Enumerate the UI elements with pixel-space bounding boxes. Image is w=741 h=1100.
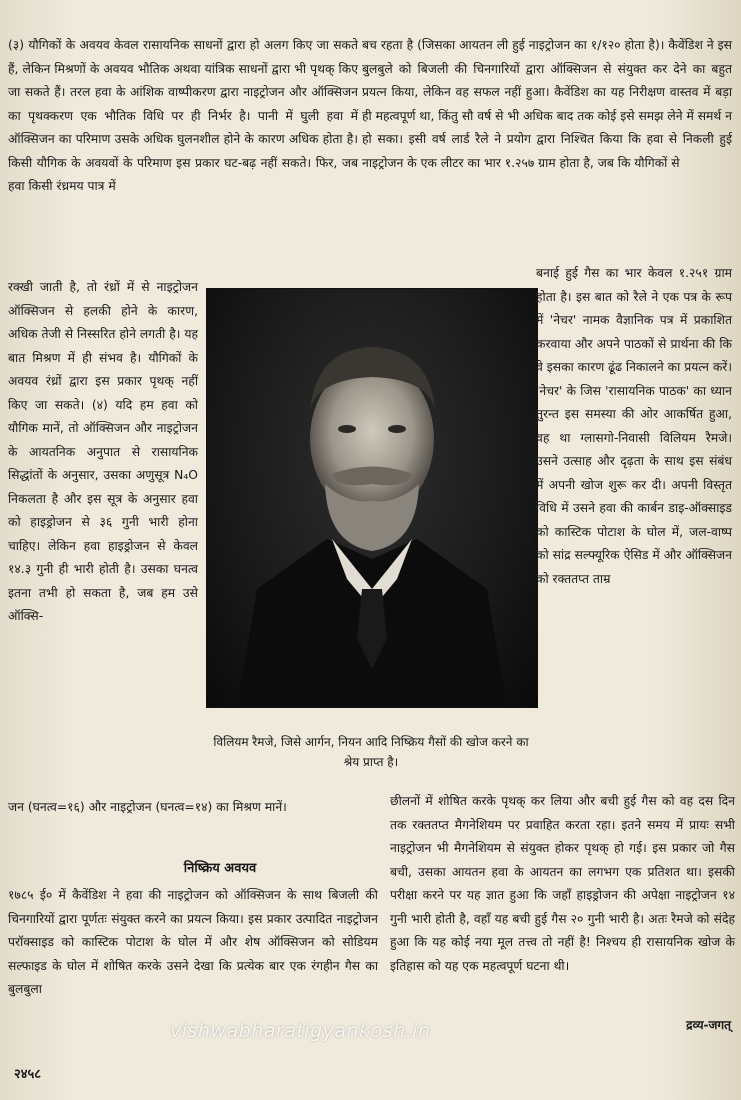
running-footer-title: द्रव्य-जगत् — [686, 1018, 731, 1032]
paragraph: छीलनों में शोषित करके पृथक् कर लिया और बची हुई गैस को वह दस दिन तक रक्ततप्त मैगनेशियम पर प्रवाहित करता रहा। इतने समय में प्रायः सभी नाइट्रोजन भी मैगनेशियम से संयुक्त होकर पृथक् हो गई। इस प्रकार जो गैस बची, उसका आयतन हवा के आयतन का लगभग एक प्रतिशत था। इसकी परीक्षा करने पर यह ज्ञात हुआ कि जहाँ हाइड्रोजन की अपेक्षा नाइट्रोजन १४ गुनी भारी होती है, वहाँ यह बची हुई गैस २० गुनी भारी है। अतः रैमजे को संदेह हुआ कि यह कोई नया मूल तत्त्व तो नहीं है! निश्चय ही रासायनिक खोज के इतिहास को यह एक महत्वपूर्ण घटना थी। — [390, 794, 735, 973]
paragraph: १७८५ ई० में कैवेंडिश ने हवा की नाइट्रोजन को ऑक्सिजन के साथ बिजली की चिनगारियों द्वारा पूर्णतः संयुक्त करने का प्रयत्न किया। इस प्रकार उत्पादित नाइट्रोजन परॉक्साइड को कास्टिक पोटाश के घोल में और शेष ऑक्सिजन को सोडियम सल्फाइड के घोल में शोषित करके उसने देखा कि प्रत्येक बार एक रंगहीन गैस का बुलबुला — [8, 888, 378, 996]
right-column-bottom — [390, 790, 735, 978]
right-wrap-column — [536, 262, 732, 591]
paragraph: जन (घनत्व=१६) और नाइट्रोजन (घनत्व=१४) का मिश्रण मानें। — [8, 800, 287, 814]
section-heading: निष्क्रिय अवयव — [183, 861, 257, 876]
left-column-top — [8, 34, 358, 199]
paragraph: बच रहता है (जिसका आयतन ली हुई नाइट्रोजन का १/१२० होता है)। कैवेंडिश ने इस बुलबुले को बिजली की चिनगारियों द्वारा ऑक्सिजन से संयुक्त कर देने का बहुत प्रयत्न किया, लेकिन वह सफल नहीं हुआ। कैवेंडिश का यह निरीक्षण वास्तव में बड़ा ही महत्वपूर्ण था, किंतु सौ वर्ष से भी अधिक बाद तक कोई इसे समझ लेने में समर्थ न हो सका। इसी वर्ष लार्ड रैले ने प्रयोग द्वारा निश्चित किया कि हवा से निकली हुई नाइट्रोजन के एक लीटर का भार १.२५७ ग्राम होता है, जब कि यौगिकों से — [362, 38, 732, 170]
left-wrap-column — [8, 276, 198, 629]
left-column-continuation — [8, 796, 383, 820]
photo-caption: विलियम रैमजे, जिसे आर्गन, नियन आदि निष्क्रिय गैसों की खोज करने का श्रेय प्राप्त है। — [213, 735, 529, 769]
left-column-bottom — [8, 884, 378, 1002]
portrait-illustration — [207, 289, 537, 707]
right-column-top — [362, 34, 732, 175]
paragraph: बनाई हुई गैस का भार केवल १.२५१ ग्राम होता है। इस बात को रैले ने एक पत्र के रूप में 'नेचर' नामक वैज्ञानिक पत्र में प्रकाशित करवाया और अपने पाठकों से प्रार्थना की कि वे इसका कारण ढूंढ निकालने का प्रयत्न करें। 'नेचर' के जिस 'रासायनिक पाठक' का ध्यान तुरन्त इस समस्या की ओर आकर्षित हुआ, वह था ग्लासगो-निवासी विलियम रैमजे। उसने उत्साह और दृढ़ता के साथ इस संबंध में अपनी खोज शुरू कर दी। अपनी विस्तृत विधि में उसने हवा की कार्बन डाइ-ऑक्साइड को कास्टिक पोटाश के घोल में, जल-वाष्प को सांद्र सल्फ्यूरिक ऐसिड में और ऑक्सिजन को रक्ततप्त ताम्र — [536, 266, 732, 586]
page-number: २४५८ — [14, 1067, 42, 1082]
portrait-photo — [206, 288, 538, 708]
watermark: vishwabharatigyankosh.in — [170, 1020, 431, 1042]
paragraph: रक्खी जाती है, तो रंध्रों में से नाइट्रोजन ऑक्सिजन से हलकी होने के कारण, अधिक तेजी से निस्सरित होने लगती है। यह बात मिश्रण में ही संभव है। यौगिकों के अवयव रंध्रों द्वारा इस प्रकार पृथक् नहीं किए जा सकते। (४) यदि हम हवा को यौगिक मानें, तो ऑक्सिजन और नाइट्रोजन के आयतनिक अनुपात से रासायनिक सिद्धांतों के अनुसार, उसका अणुसूत्र N₄O निकलता है और इस सूत्र के अनुसार हवा को हाइड्रोजन से ३६ गुनी भारी होना चाहिए। लेकिन हवा हाइड्रोजन से केवल १४.३ गुनी ही भारी होती है। उसका घनत्व इतना तभी हो सकता है, जब हम उसे ऑक्सि- — [8, 280, 198, 623]
paragraph: (३) यौगिकों के अवयव केवल रासायनिक साधनों द्वारा हो अलग किए जा सकते हैं, लेकिन मिश्रणों के अवयव भौतिक अथवा यांत्रिक साधनों द्वारा भी पृथक् किए जा सकते हैं। तरल हवा के आंशिक वाष्पीकरण द्वारा नाइट्रोजन और ऑक्सिजन का पृथक्करण एक भौतिक विधि पर ही निर्भर है। पानी में घुली हवा में ऑक्सिजन का परिमाण उसके अधिक घुलनशील होने के कारण अधिक होता है। किसी यौगिक के अवयवों के परिमाण इस प्रकार घट-बढ़ नहीं सकते। फिर, जब हवा किसी रंध्रमय पात्र में — [8, 38, 358, 193]
